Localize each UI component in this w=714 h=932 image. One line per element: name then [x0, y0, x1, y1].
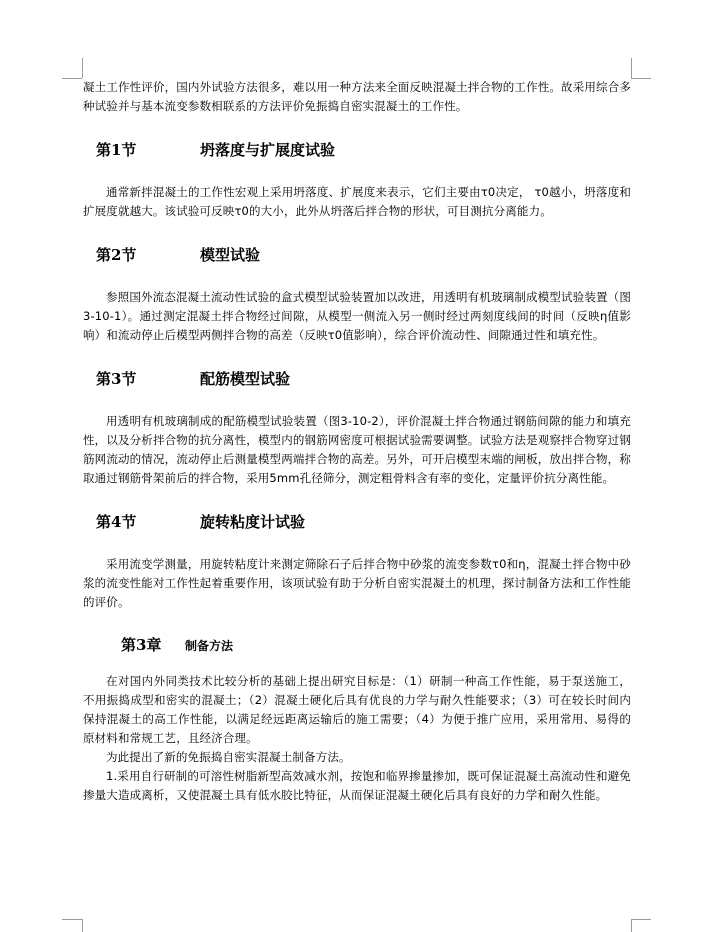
section-paragraph-2: 参照国外流态混凝土流动性试验的盒式模型试验装置加以改进，用透明有机玻璃制成模型试验装置（图3-10-1）。通过测定混凝土拌合物经过间隙，从模型一侧流入另一侧时经过两刻度线间的时间（反映η值影响）和流动停止后模型两侧拌合物的高差（反映τ0值影响），综合评价流动性、间隙通过性和填充性。 — [83, 290, 631, 342]
chapter-paragraph-3: 1.采用自行研制的可溶性树脂新型高效减水剂，按饱和临界掺量掺加，既可保证混凝土高流动性和避免掺量大造成离析，又使混凝土具有低水胶比特征，从而保证混凝土硬化后具有良好的力学和耐久性能。 — [83, 769, 631, 802]
intro-paragraph: 凝土工作性评价，国内外试验方法很多，难以用一种方法来全面反映混凝土拌合物的工作性。故采用综合多种试验并与基本流变参数相联系的方法评价免振捣自密实混凝土的工作性。 — [83, 80, 631, 113]
document-body — [83, 78, 631, 805]
crop-mark-top-left-v — [82, 58, 83, 78]
crop-mark-top-right-v — [631, 58, 632, 78]
section-title: 坍落度与扩展度试验 — [200, 141, 336, 159]
section-heading-3 — [83, 368, 631, 390]
section-paragraph-4: 采用流变学测量，用旋转粘度计来测定筛除石子后拌合物中砂浆的流变参数τ0和η，混凝土拌合物中砂浆的流变性能对工作性起着重要作用，该项试验有助于分析自密实混凝土的机理，探讨制备方法和工作性能的评价。 — [83, 557, 631, 609]
section-number: 第4节 — [96, 513, 137, 531]
section-heading-4 — [83, 511, 631, 533]
section-heading-2 — [83, 244, 631, 266]
section-paragraph-3: 用透明有机玻璃制成的配筋模型试验装置（图3-10-2），评价混凝土拌合物通过钢筋间隙的能力和填充性，以及分析拌合物的抗分离性，模型内的钢筋网密度可根据试验需要调整。试验方法是观察拌合物穿过钢筋网流动的情况，流动停止后测量模型两端拌合物的高差。另外，可开启模型末端的闸板，放出拌合物，称取通过钢筋骨架前后的拌合物，采用5mm孔径筛分，测定粗骨料含有率的变化，定量评价抗分离性能。 — [83, 414, 631, 485]
section-title: 模型试验 — [200, 246, 261, 264]
section-title: 配筋模型试验 — [200, 370, 291, 388]
chapter-title: 制备方法 — [185, 639, 234, 653]
section-number: 第1节 — [96, 141, 137, 159]
chapter-heading — [83, 634, 631, 656]
chapter-number: 第3章 — [121, 636, 162, 654]
section-title: 旋转粘度计试验 — [200, 513, 306, 531]
crop-mark-top-right-h — [631, 78, 651, 79]
chapter-paragraph-2: 为此提出了新的免振捣自密实混凝土制备方法。 — [106, 750, 351, 764]
crop-mark-bottom-left-h — [62, 919, 82, 920]
chapter-paragraph-1: 在对国内外同类技术比较分析的基础上提出研究目标是：（1）研制一种高工作性能，易于泵送施工，不用振捣成型和密实的混凝土；（2）混凝土硬化后具有优良的力学与耐久性能要求；（3）可在较长时间内保持混凝土的高工作性能，以满足经远距离运输后的施工需要；（4）为便于推广应用，采用常用、易得的原材料和常规工艺，且经济合理。 — [83, 674, 631, 745]
section-heading-1 — [83, 139, 631, 161]
section-paragraph-1: 通常新拌混凝土的工作性宏观上采用坍落度、扩展度来表示，它们主要由τ0决定， τ0越小，坍落度和扩展度就越大。该试验可反映τ0的大小，此外从坍落后拌合物的形状，可目测抗分离能力。 — [83, 185, 631, 218]
crop-mark-bottom-right-h — [631, 919, 651, 920]
section-number: 第3节 — [96, 370, 137, 388]
crop-mark-bottom-left-v — [82, 919, 83, 932]
crop-mark-bottom-right-v — [631, 919, 632, 932]
section-number: 第2节 — [96, 246, 137, 264]
crop-mark-top-left-h — [62, 78, 82, 79]
